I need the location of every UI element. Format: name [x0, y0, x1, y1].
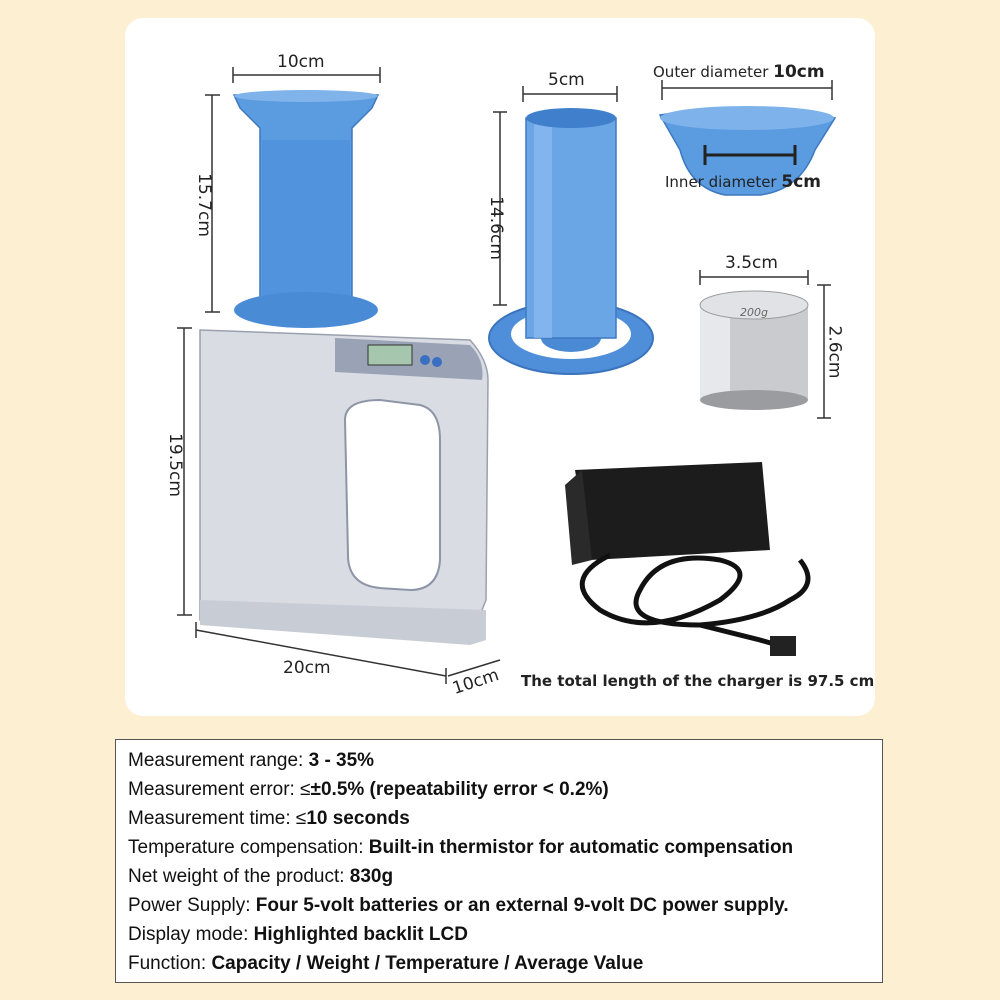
inner-diameter-text: Inner diameter	[665, 173, 777, 191]
sample-tube-image	[489, 108, 653, 374]
spec-row	[128, 804, 870, 833]
moisture-meter-image	[200, 90, 488, 645]
spec-row	[128, 891, 870, 920]
funnel-width-label: 10cm	[277, 52, 325, 72]
spec-label: Function:	[128, 953, 212, 974]
outer-diameter-text: Outer diameter	[653, 63, 769, 81]
weight-height-label: 2.6cm	[824, 325, 845, 379]
spec-row	[128, 949, 870, 978]
spec-row	[128, 833, 870, 862]
spec-value: 3 - 35%	[308, 750, 375, 771]
weight-marking: 200g	[740, 306, 768, 319]
spec-value: Built-in thermistor for automatic compensation	[368, 837, 794, 858]
charger-image	[565, 462, 808, 656]
body-height-label: 19.5cm	[164, 433, 185, 497]
spec-value: 830g	[349, 866, 394, 887]
spec-label: Display mode:	[128, 924, 254, 945]
tube-height-label: 14.6cm	[485, 196, 506, 260]
spec-label: Net weight of the product:	[128, 866, 350, 887]
spec-row	[128, 920, 870, 949]
inner-diameter-value: 5cm	[781, 172, 822, 192]
spec-value: Highlighted backlit LCD	[253, 924, 468, 945]
tube-width-label: 5cm	[548, 70, 585, 90]
specifications-box	[115, 739, 883, 983]
body-length-label: 20cm	[283, 658, 331, 678]
outer-diameter-value: 10cm	[773, 62, 825, 82]
weight-width-label: 3.5cm	[725, 253, 778, 273]
spec-label: Power Supply:	[128, 895, 256, 916]
inner-diameter-label	[665, 172, 821, 192]
spec-value: 10 seconds	[306, 808, 410, 829]
spec-label: Measurement error: ≤	[128, 779, 311, 800]
spec-label: Temperature compensation:	[128, 837, 369, 858]
spec-row	[128, 746, 870, 775]
spec-row	[128, 862, 870, 891]
body-depth-label: 10cm	[450, 665, 502, 699]
outer-diameter-label	[653, 62, 825, 82]
spec-row	[128, 775, 870, 804]
spec-value: Four 5-volt batteries or an external 9-volt DC power supply.	[255, 895, 789, 916]
spec-value: ±0.5% (repeatability error < 0.2%)	[310, 779, 609, 800]
spec-value: Capacity / Weight / Temperature / Average Value	[211, 953, 644, 974]
spec-label: Measurement range:	[128, 750, 309, 771]
charger-length-note: The total length of the charger is 97.5 cm	[521, 672, 875, 690]
funnel-height-label: 15.7cm	[193, 173, 214, 237]
spec-label: Measurement time: ≤	[128, 808, 307, 829]
